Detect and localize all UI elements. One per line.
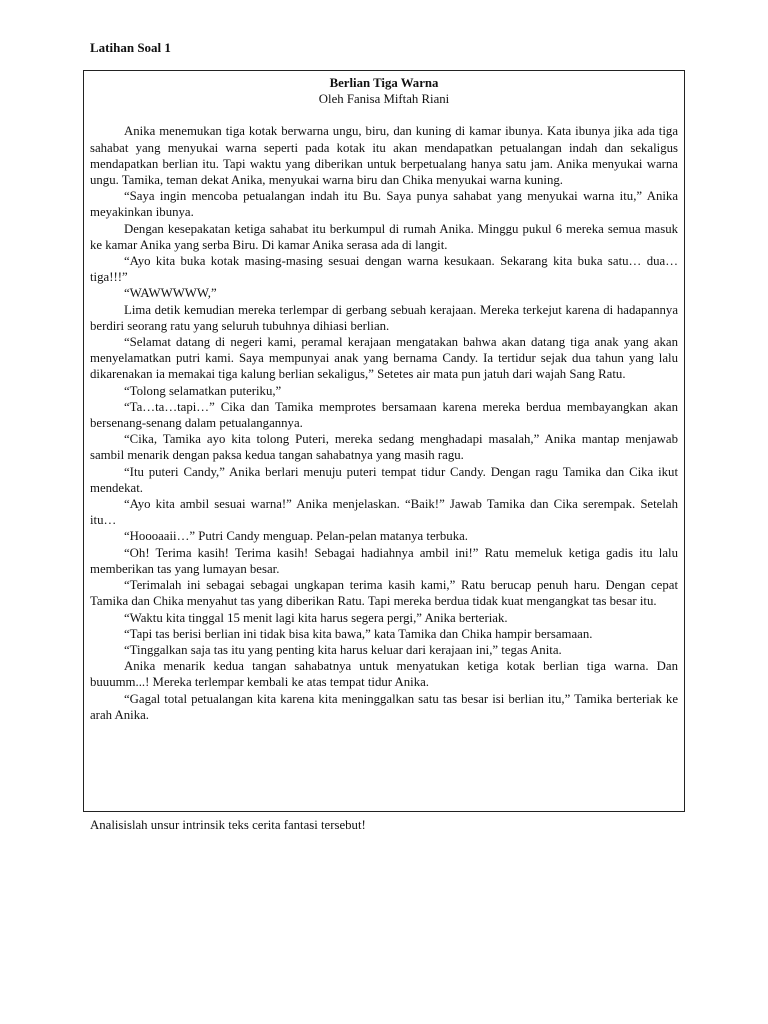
story-box (83, 70, 685, 812)
story-title: Berlian Tiga Warna (329, 76, 439, 90)
story-paragraph: “Terimalah ini sebagai sebagai ungkapan terima kasih kami,” Ratu berucap penuh haru. Dengan cepat Tamika dan Chika menyahut tas yang diberikan Ratu. Tapi mereka berdua tidak kuat mengangkat tas besar itu. (90, 578, 678, 609)
story-paragraph: “Itu puteri Candy,” Anika berlari menuju puteri tempat tidur Candy. Dengan ragu Tamika dan Cika ikut mendekat. (90, 464, 678, 495)
story-paragraph: “Tinggalkan saja tas itu yang penting kita harus keluar dari kerajaan ini,” tegas Anita. (124, 642, 562, 657)
story-paragraph: “Saya ingin mencoba petualangan indah itu Bu. Saya punya sahabat yang menyukai warna itu,” Anika meyakinkan ibunya. (90, 189, 678, 220)
story-paragraph: Anika menarik kedua tangan sahabatnya untuk menyatukan ketiga kotak berlian tiga warna. Dan buuumm...! Mereka terlempar kembali ke atas tempat tidur Anika. (90, 659, 678, 690)
story-paragraph: Anika menemukan tiga kotak berwarna ungu, biru, dan kuning di kamar ibunya. Kata ibunya jika ada tiga sahabat yang menyukai warna seperti pada kotak itu akan mendapatkan petualangan indah dan sekaligus mendapatkan berlian itu. Tapi waktu yang diberikan untuk berpetualang hanya satu jam. Anika menyukai warna ungu. Tamika, teman dekat Anika, menyukai warna biru dan Chika menyukai warna kuning. (90, 124, 678, 188)
story-paragraph: “Cika, Tamika ayo kita tolong Puteri, mereka sedang menghadapi masalah,” Anika mantap menjawab sambil menarik dengan paksa kedua tangan sahabatnya yang masih ragu. (90, 432, 678, 463)
story-body (90, 123, 678, 723)
story-paragraph: “Ayo kita buka kotak masing-masing sesuai dengan warna kesukaan. Sekarang kita buka satu… dua… tiga!!!” (90, 254, 678, 285)
story-paragraph: “Oh! Terima kasih! Terima kasih! Sebagai hadiahnya ambil ini!” Ratu memeluk ketiga gadis itu lalu memberikan tas yang lumayan besar. (90, 545, 678, 576)
story-paragraph: “Ta…ta…tapi…” Cika dan Tamika memprotes bersamaan karena mereka berdua membayangkan akan bersenang-senang dalam petualangannya. (90, 399, 678, 431)
story-paragraph: “Waktu kita tinggal 15 menit lagi kita harus segera pergi,” Anika berteriak. (124, 610, 508, 625)
story-paragraph: “Tolong selamatkan puteriku,” (124, 383, 282, 398)
story-paragraph: Dengan kesepakatan ketiga sahabat itu berkumpul di rumah Anika. Minggu pukul 6 mereka semua masuk ke kamar Anika yang serba Biru. Di kamar Anika serasa ada di langit. (90, 221, 678, 252)
story-paragraph: “Gagal total petualangan kita karena kita meninggalkan satu tas besar isi berlian itu,” Tamika berteriak ke arah Anika. (90, 691, 678, 722)
story-author: Oleh Fanisa Miftah Riani (318, 92, 450, 107)
story-paragraph: Lima detik kemudian mereka terlempar di gerbang sebuah kerajaan. Mereka terkejut karena di hadapannya berdiri seorang ratu yang seluruh tubuhnya dihiasi berlian. (90, 302, 678, 333)
instruction-text: Analisislah unsur intrinsik teks cerita fantasi tersebut! (90, 818, 366, 832)
story-paragraph: “Ayo kita ambil sesuai warna!” Anika menjelaskan. “Baik!” Jawab Tamika dan Cika serempak. Setelah itu… (90, 497, 678, 528)
story-paragraph: “Selamat datang di negeri kami, peramal kerajaan mengatakan bahwa akan datang tiga anak yang akan menyelamatkan putri kami. Saya mempunyai anak yang bernama Candy. Ia tertidur sejak dua tahun yang lalu dikarenakan ia memakai tiga kalung berlian sekaligus,” Setetes air mata pun jatuh dari wajah Sang Ratu. (90, 335, 678, 382)
exercise-heading: Latihan Soal 1 (90, 40, 171, 55)
story-paragraph: “WAWWWWW,” (124, 286, 217, 301)
story-paragraph: “Hoooaaii…” Putri Candy menguap. Pelan-pelan matanya terbuka. (124, 529, 468, 544)
story-paragraph: “Tapi tas berisi berlian ini tidak bisa kita bawa,” kata Tamika dan Chika hampir bersamaan. (124, 626, 593, 641)
